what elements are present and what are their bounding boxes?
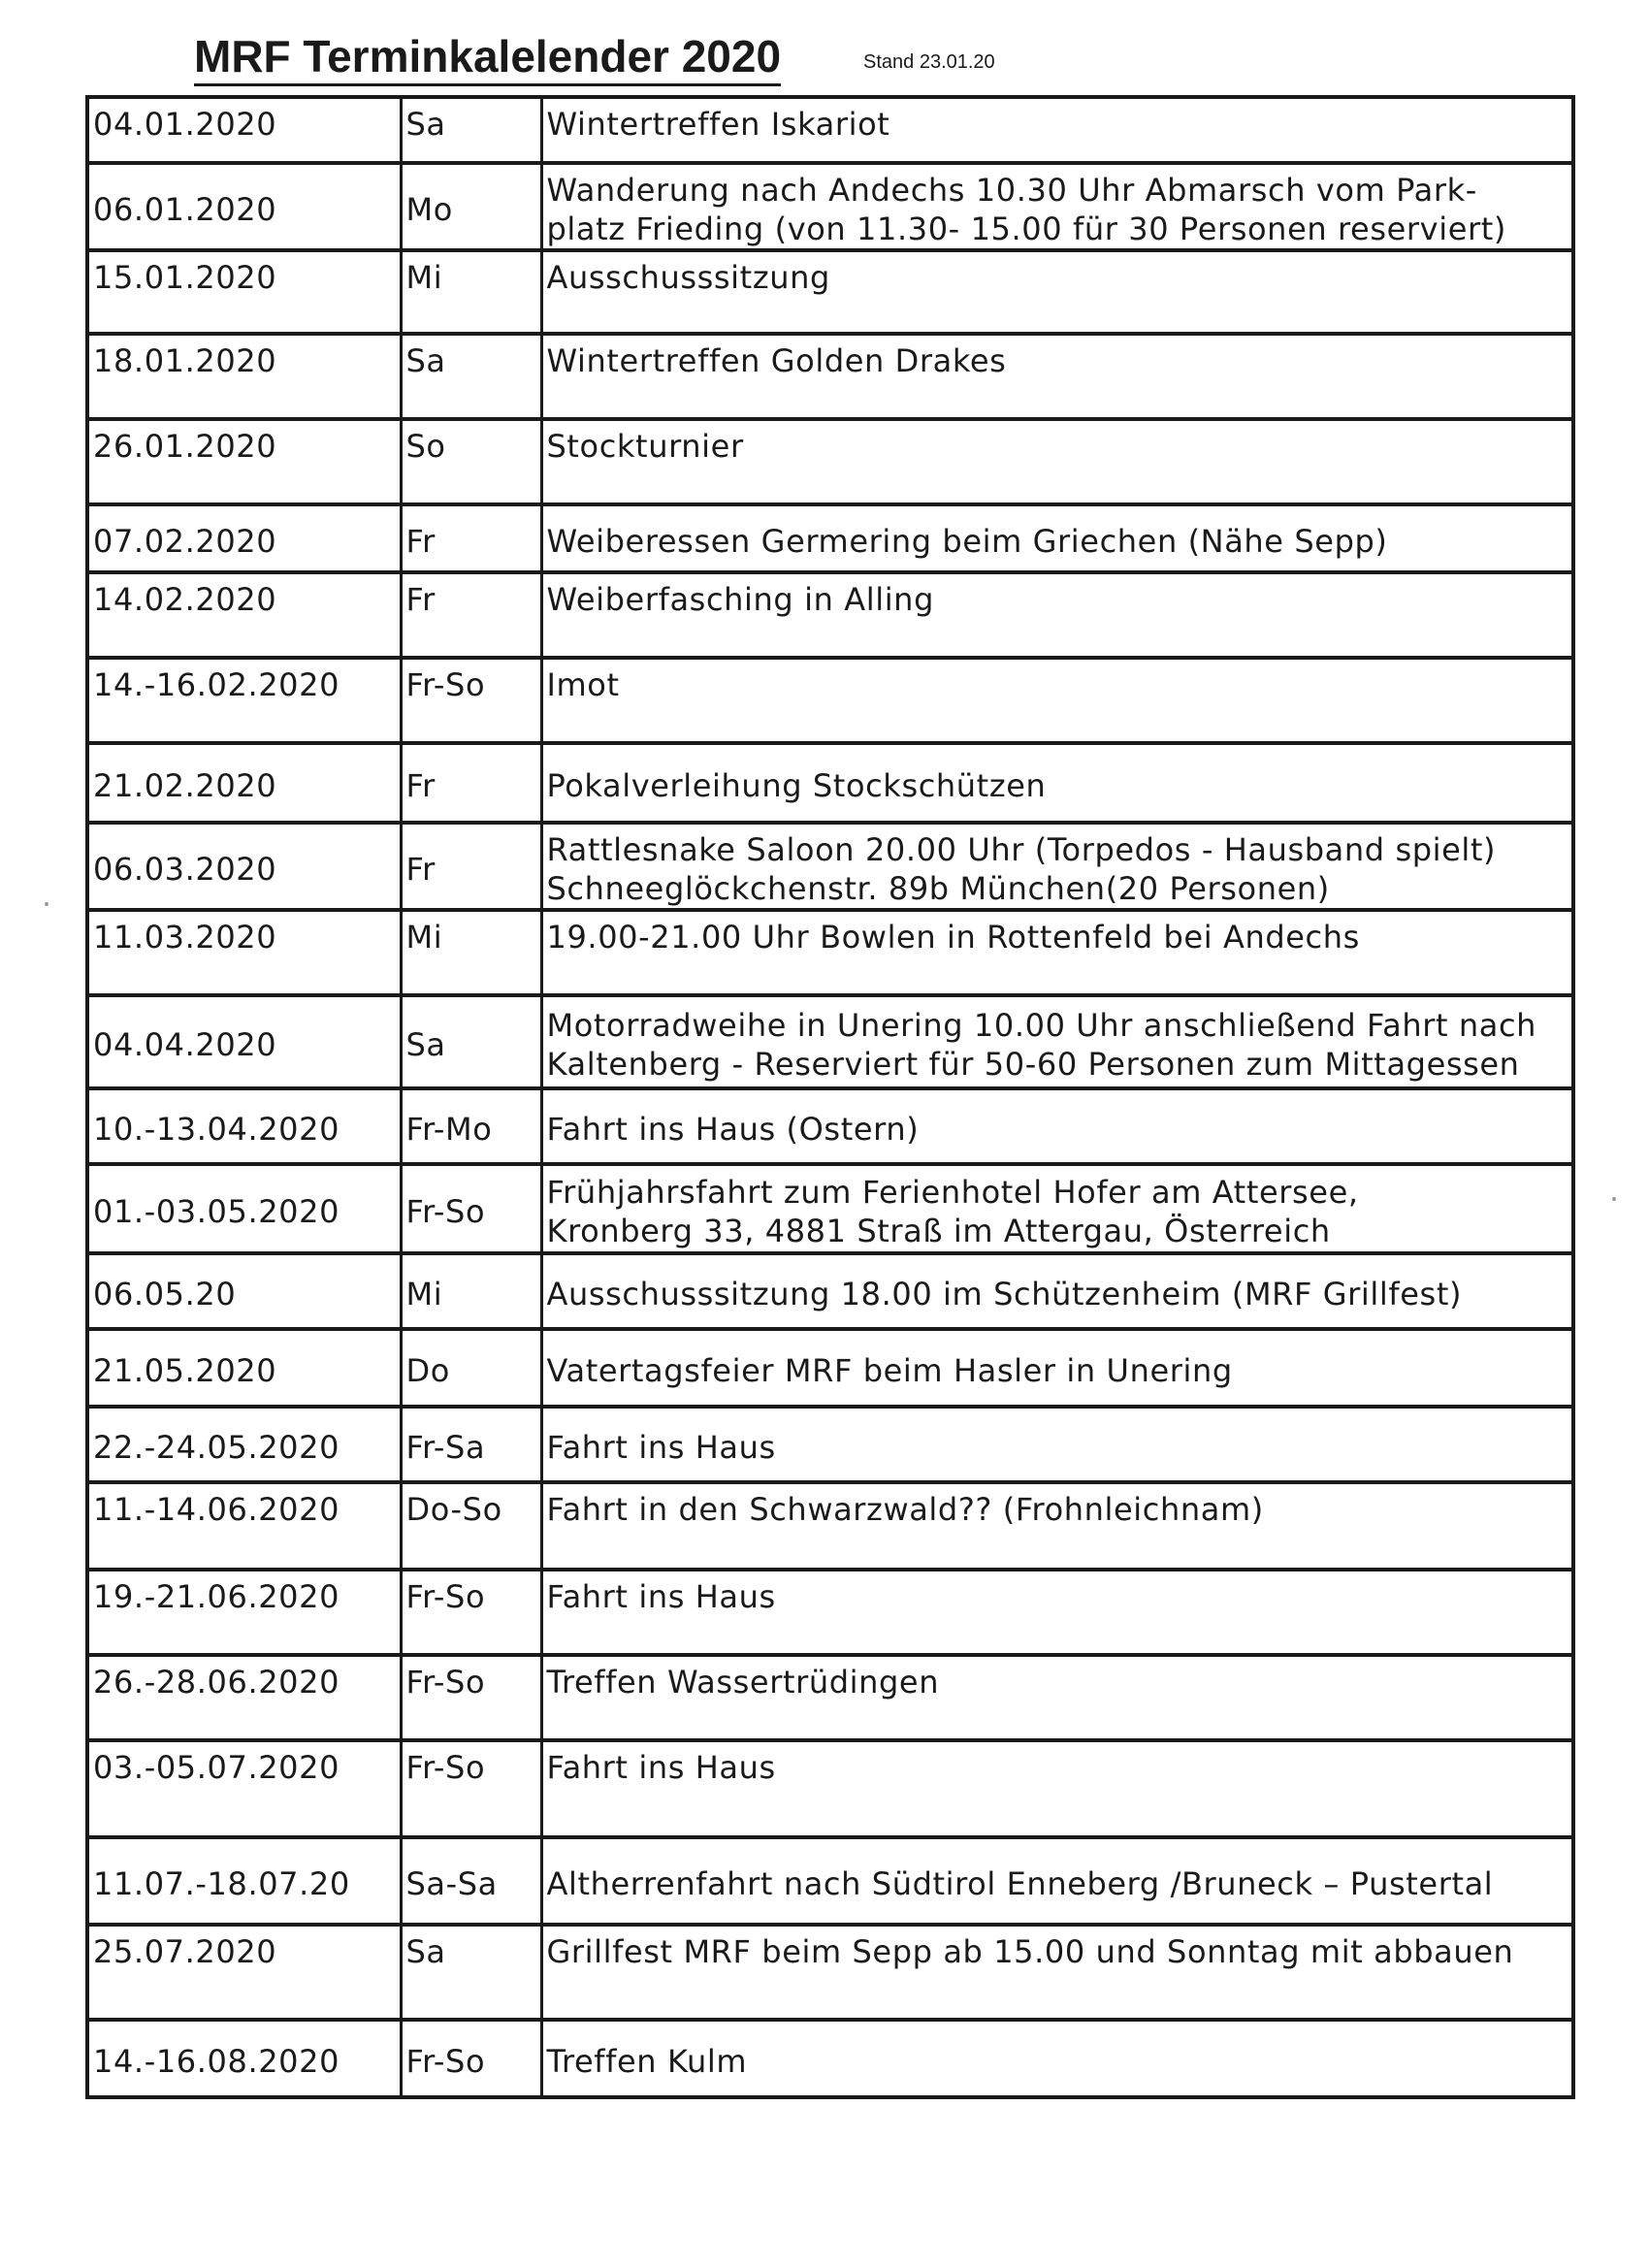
event-description <box>541 910 1573 995</box>
event-description <box>541 419 1573 504</box>
event-date: 03.-05.07.2020 <box>87 1740 401 1837</box>
event-weekday: Mi <box>401 250 541 334</box>
event-description-line: Fahrt ins Haus (Ostern) <box>546 1111 920 1148</box>
page-title: MRF Terminkalelender 2020 <box>194 29 781 86</box>
event-date: 11.07.-18.07.20 <box>87 1837 401 1925</box>
event-weekday: Fr-Sa <box>401 1407 541 1482</box>
event-description-line: Fahrt ins Haus <box>546 1429 776 1466</box>
event-description-line: Weiberfasching in Alling <box>546 581 934 618</box>
event-description-line: Fahrt in den Schwarzwald?? (Frohnleichnam) <box>546 1491 1264 1528</box>
event-date: 18.01.2020 <box>87 334 401 419</box>
event-weekday: Mo <box>401 163 541 250</box>
event-description <box>541 97 1573 163</box>
event-description-line: platz Frieding (von 11.30- 15.00 für 30 Personen reserviert) <box>546 211 1506 247</box>
table-row <box>87 163 1573 250</box>
event-weekday: Sa <box>401 97 541 163</box>
table-row <box>87 1925 1573 2020</box>
table-row <box>87 572 1573 658</box>
table-row <box>87 504 1573 572</box>
event-weekday: Mi <box>401 910 541 995</box>
event-description <box>541 163 1573 250</box>
table-row <box>87 1164 1573 1253</box>
event-weekday: Mi <box>401 1253 541 1329</box>
event-date: 22.-24.05.2020 <box>87 1407 401 1482</box>
event-description-line: Kaltenberg - Reserviert für 50-60 Personen zum Mittagessen <box>546 1046 1520 1083</box>
event-weekday: Fr-So <box>401 1164 541 1253</box>
event-weekday: Fr-So <box>401 1740 541 1837</box>
event-date: 06.05.20 <box>87 1253 401 1329</box>
event-weekday: Fr-So <box>401 1655 541 1740</box>
scan-speck <box>1612 1197 1616 1201</box>
table-row <box>87 1482 1573 1570</box>
event-weekday: Do <box>401 1329 541 1407</box>
table-row <box>87 97 1573 163</box>
event-description-line: Fahrt ins Haus <box>546 1578 776 1615</box>
event-weekday: Fr <box>401 572 541 658</box>
table-row <box>87 1253 1573 1329</box>
table-row <box>87 2020 1573 2097</box>
event-date: 04.01.2020 <box>87 97 401 163</box>
event-weekday: Fr-So <box>401 1570 541 1655</box>
event-date: 04.04.2020 <box>87 995 401 1088</box>
event-weekday: Fr <box>401 743 541 823</box>
event-description-line: Stockturnier <box>546 428 744 465</box>
event-description <box>541 1329 1573 1407</box>
event-description-line: Wanderung nach Andechs 10.30 Uhr Abmarsch vom Park- <box>546 172 1477 209</box>
event-weekday: Sa <box>401 1925 541 2020</box>
event-date: 14.-16.02.2020 <box>87 658 401 743</box>
table-row <box>87 658 1573 743</box>
event-description-line: Treffen Wassertrüdingen <box>546 1664 940 1701</box>
event-weekday: Fr <box>401 823 541 910</box>
event-weekday: So <box>401 419 541 504</box>
event-description <box>541 1837 1573 1925</box>
event-date: 26.-28.06.2020 <box>87 1655 401 1740</box>
event-description <box>541 572 1573 658</box>
event-date: 06.03.2020 <box>87 823 401 910</box>
table-row <box>87 1837 1573 1925</box>
event-schedule-body <box>87 97 1573 2097</box>
event-date: 11.-14.06.2020 <box>87 1482 401 1570</box>
event-description-line: Schneeglöckchenstr. 89b München(20 Personen) <box>546 870 1330 907</box>
event-weekday: Fr <box>401 504 541 572</box>
event-description-line: Imot <box>546 666 620 703</box>
table-row <box>87 250 1573 334</box>
event-description-line: Treffen Kulm <box>546 2043 748 2080</box>
event-weekday: Sa <box>401 334 541 419</box>
table-row <box>87 823 1573 910</box>
event-description <box>541 1482 1573 1570</box>
event-description <box>541 1164 1573 1253</box>
event-description <box>541 334 1573 419</box>
event-date: 21.02.2020 <box>87 743 401 823</box>
table-row <box>87 334 1573 419</box>
table-row <box>87 1740 1573 1837</box>
event-weekday: Sa-Sa <box>401 1837 541 1925</box>
event-description <box>541 1088 1573 1164</box>
event-description <box>541 743 1573 823</box>
event-description <box>541 250 1573 334</box>
event-weekday: Sa <box>401 995 541 1088</box>
event-description-line: Vatertagsfeier MRF beim Hasler in Unering <box>546 1352 1233 1389</box>
table-row <box>87 743 1573 823</box>
event-description <box>541 1570 1573 1655</box>
scan-speck <box>45 902 48 906</box>
event-description-line: Wintertreffen Iskariot <box>546 106 890 143</box>
event-date: 26.01.2020 <box>87 419 401 504</box>
event-description <box>541 1407 1573 1482</box>
event-date: 07.02.2020 <box>87 504 401 572</box>
table-row <box>87 995 1573 1088</box>
event-date: 14.-16.08.2020 <box>87 2020 401 2097</box>
event-weekday: Fr-Mo <box>401 1088 541 1164</box>
event-date: 10.-13.04.2020 <box>87 1088 401 1164</box>
event-description <box>541 1925 1573 2020</box>
event-date: 19.-21.06.2020 <box>87 1570 401 1655</box>
table-row <box>87 910 1573 995</box>
event-description <box>541 1253 1573 1329</box>
event-date: 25.07.2020 <box>87 1925 401 2020</box>
event-description-line: Weiberessen Germering beim Griechen (Nähe Sepp) <box>546 523 1388 560</box>
event-description <box>541 1740 1573 1837</box>
event-description-line: Pokalverleihung Stockschützen <box>546 767 1047 804</box>
event-description-line: Ausschusssitzung 18.00 im Schützenheim (MRF Grillfest) <box>546 1276 1463 1312</box>
event-weekday: Do-So <box>401 1482 541 1570</box>
event-date: 01.-03.05.2020 <box>87 1164 401 1253</box>
event-description-line: Altherrenfahrt nach Südtirol Enneberg /Bruneck – Pustertal <box>546 1865 1494 1902</box>
table-row <box>87 419 1573 504</box>
event-description-line: Frühjahrsfahrt zum Ferienhotel Hofer am Attersee, <box>546 1174 1359 1211</box>
event-description <box>541 658 1573 743</box>
table-row <box>87 1570 1573 1655</box>
event-description-line: Wintertreffen Golden Drakes <box>546 342 1007 379</box>
event-description <box>541 1655 1573 1740</box>
event-schedule-table <box>85 95 1575 2099</box>
event-description <box>541 504 1573 572</box>
table-row <box>87 1329 1573 1407</box>
event-date: 14.02.2020 <box>87 572 401 658</box>
revision-date: Stand 23.01.20 <box>863 51 995 73</box>
event-description-line: Fahrt ins Haus <box>546 1749 776 1786</box>
event-date: 11.03.2020 <box>87 910 401 995</box>
event-description-line: Kronberg 33, 4881 Straß im Attergau, Österreich <box>546 1213 1331 1249</box>
event-weekday: Fr-So <box>401 2020 541 2097</box>
table-row <box>87 1655 1573 1740</box>
event-date: 21.05.2020 <box>87 1329 401 1407</box>
event-weekday: Fr-So <box>401 658 541 743</box>
event-description-line: Ausschusssitzung <box>546 259 830 296</box>
event-date: 15.01.2020 <box>87 250 401 334</box>
event-description-line: 19.00-21.00 Uhr Bowlen in Rottenfeld bei Andechs <box>546 919 1360 956</box>
event-description <box>541 995 1573 1088</box>
event-description <box>541 2020 1573 2097</box>
event-description <box>541 823 1573 910</box>
event-date: 06.01.2020 <box>87 163 401 250</box>
table-row <box>87 1088 1573 1164</box>
table-row <box>87 1407 1573 1482</box>
event-description-line: Grillfest MRF beim Sepp ab 15.00 und Sonntag mit abbauen <box>546 1933 1514 1970</box>
event-description-line: Motorradweihe in Unering 10.00 Uhr anschließend Fahrt nach <box>546 1007 1537 1044</box>
event-description-line: Rattlesnake Saloon 20.00 Uhr (Torpedos - Hausband spielt) <box>546 831 1497 868</box>
